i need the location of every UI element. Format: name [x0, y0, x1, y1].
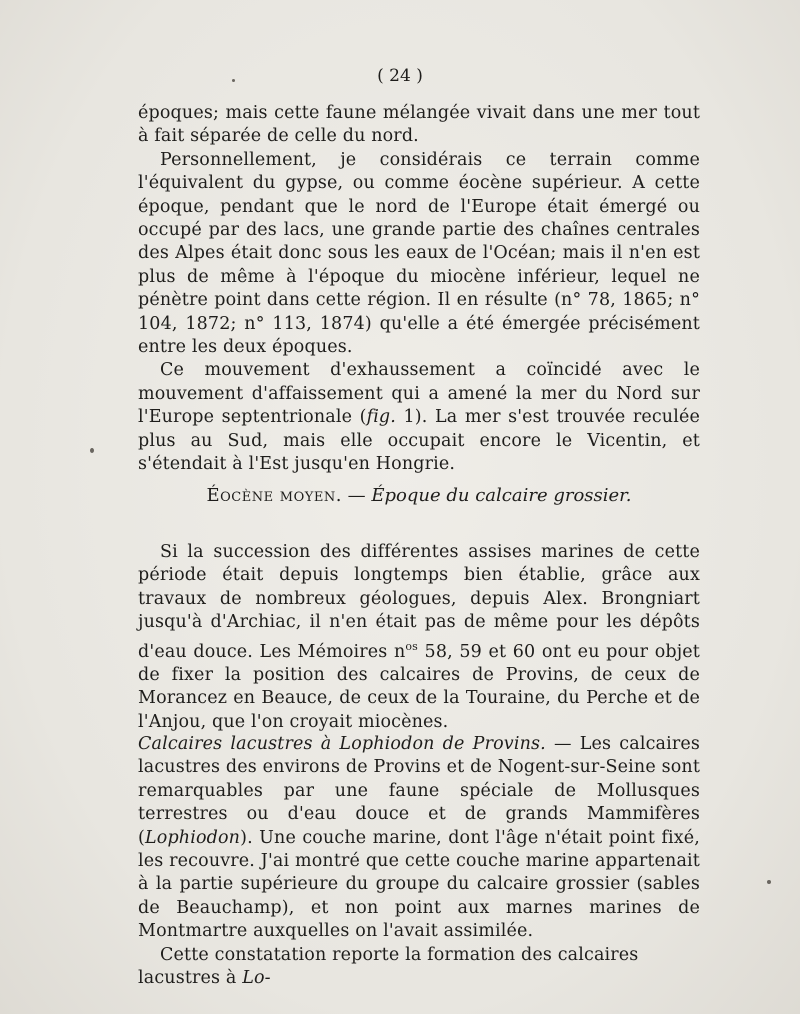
- subsection-dash: —: [545, 734, 580, 754]
- section-heading-dash: —: [341, 485, 372, 506]
- paragraph-calcaires-lacustres: [138, 733, 700, 944]
- page-number: ( 24 ): [377, 66, 423, 86]
- section-heading-period: Éocène moyen.: [206, 485, 342, 506]
- continuation-line-1: époques; mais cette faune mélangée vivait dans une mer tout à fait: [138, 103, 700, 147]
- numero-superscript: os: [405, 639, 418, 653]
- continuation-line-2: séparée de celle du nord.: [190, 126, 419, 147]
- lower-paragraphs: [138, 733, 700, 990]
- scan-speck: [232, 79, 235, 82]
- section-heading-epoch: Époque du calcaire grossier.: [371, 485, 632, 506]
- subsection-title: Calcaires lacustres à Lophiodon de Provins.: [138, 734, 546, 754]
- paragraph-mouvement: [138, 359, 700, 476]
- opening-paragraphs: [138, 102, 700, 477]
- paragraph-continuation: [138, 102, 700, 149]
- mouvement-text-b: 1). La mer s'est trouvée reculée plus au Sud, mais elle occupait encore le Vicentin, et s'étendait à l'Est jusqu'en Hongrie.: [138, 407, 700, 475]
- genus-lophiodon: Lophiodon: [144, 827, 241, 848]
- succession-text-a: Si la succession des différentes assises marines de cette période était depuis longtemps bien établie, grâce aux travaux de nombreux géologues, depuis Alex. Brongniart jusqu'à d'Archiac, il n'en était pas de même pour les dépôts d'eau douce. Les Mémoires n: [138, 542, 700, 662]
- hyphenated-tail: Lo-: [242, 968, 271, 989]
- section-heading: [138, 485, 700, 506]
- fig-reference: fig.: [366, 407, 397, 428]
- calcaires-text-a: Les calcaires lacustres des environs de Provins et de Nogent-sur-Seine sont remarquables par une faune spéciale de Mollusques terrestres ou d'eau douce et de grands Mammifères (: [138, 734, 700, 848]
- paragraph-constatation: [138, 944, 700, 991]
- paragraph-succession: [138, 541, 700, 734]
- succession-text-b: 58, 59 et 60 ont eu pour objet de fixer la position des calcaires de Provins, de ceux de Morancez en Beauce, de ceux de la Touraine, du Perche et de l'Anjou, que l'on croyait miocènes.: [138, 641, 700, 732]
- middle-paragraph-wrap: [138, 541, 700, 734]
- calcaires-text-b: ). Une couche marine, dont l'âge n'était point fixé, les recouvre. J'ai montré que cette couche marine appartenait à la partie supérieure du groupe du calcaire grossier (sables de Beauchamp), et non point aux marnes marines de Montmartre auxquelles on l'avait assimilée.: [138, 827, 700, 942]
- paragraph-personnellement: Personnellement, je considérais ce terrain comme l'équivalent du gypse, ou comme éocène supérieur. A cette époque, pendant que le nord de l'Europe était émergé ou occupé par des lacs, une grande partie des chaînes centrales des Alpes était donc sous les eaux de l'Océan; mais il n'en est plus de même à l'époque du miocène inférieur, lequel ne pénètre point dans cette région. Il en résulte (n° 78, 1865; n° 104, 1872; n° 113, 1874) qu'elle a été émergée précisément entre les deux époques.: [138, 149, 700, 358]
- constatation-text: Cette constatation reporte la formation des calcaires lacustres à: [138, 944, 639, 989]
- mouvement-text-a: Ce mouvement d'exhaussement a coïncidé avec le mouvement d'affaissement qui a amené la mer du Nord sur l'Europe septentrionale (: [138, 360, 700, 428]
- scan-speck: [767, 880, 771, 884]
- scan-speck: [90, 448, 94, 453]
